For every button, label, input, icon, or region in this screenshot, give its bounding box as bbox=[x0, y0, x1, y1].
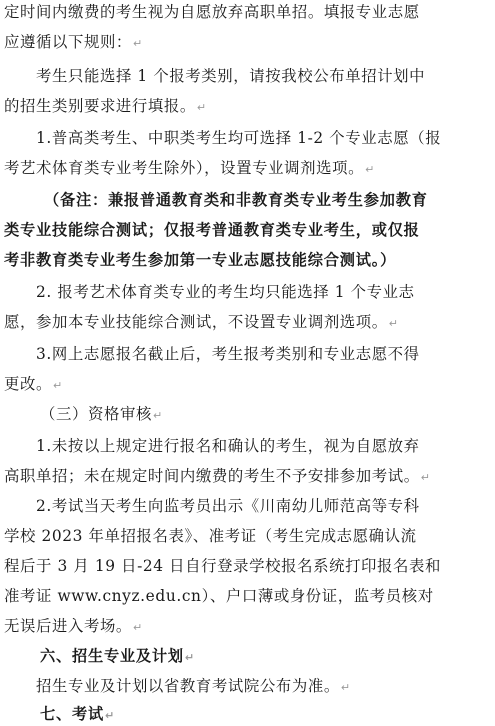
paragraph-mark-icon: ↵ bbox=[184, 651, 195, 664]
text-line: 愿，参加本专业技能综合测试，不设置专业调剂选项。↵ bbox=[4, 313, 399, 331]
text-line: 1.未按以上规定进行报名和确认的考生，视为自愿放弃 bbox=[36, 437, 420, 455]
paragraph-mark-icon: ↵ bbox=[196, 101, 207, 114]
section-heading: （三）资格审核↵ bbox=[40, 405, 163, 423]
text-line: 更改。↵ bbox=[4, 375, 63, 393]
paragraph-mark-icon: ↵ bbox=[340, 681, 351, 694]
text-line: 考艺术体育类专业考生除外），设置专业调剂选项。↵ bbox=[4, 159, 375, 177]
text-line: 1.普高类考生、中职类考生均可选择 1-2 个专业志愿（报 bbox=[36, 129, 442, 147]
text-line: 2. 报考艺术体育类专业的考生均只能选择 1 个专业志 bbox=[36, 283, 415, 301]
text-line: 高职单招；未在规定时间内缴费的考生不予安排参加考试。↵ bbox=[4, 467, 431, 485]
note-line: （备注：兼报普通教育类和非教育类专业考生参加教育 bbox=[44, 191, 428, 209]
paragraph-mark-icon: ↵ bbox=[365, 163, 375, 176]
paragraph-mark-icon: ↵ bbox=[152, 409, 163, 422]
text-line: 应遵循以下规则：↵ bbox=[4, 33, 143, 51]
paragraph-mark-icon: ↵ bbox=[104, 709, 115, 722]
paragraph-mark-icon: ↵ bbox=[388, 317, 399, 330]
text-line: 程后于 3 月 19 日-24 日自行登录学校报名系统打印报名表和 bbox=[4, 557, 442, 575]
text-line: 考生只能选择 1 个报考类别，请按我校公布单招计划中 bbox=[36, 67, 426, 85]
text-line: 3.网上志愿报名截止后，考生报考类别和专业志愿不得 bbox=[36, 345, 420, 363]
text-line: 准考证 www.cnyz.edu.cn）、户口薄或身份证，监考员核对 bbox=[4, 587, 434, 605]
text-line: 的招生类别要求进行填报。↵ bbox=[4, 97, 207, 115]
section-heading: 七、考试↵ bbox=[40, 705, 115, 723]
text-line: 无误后进入考场。↵ bbox=[4, 617, 143, 635]
text-line: 定时间内缴费的考生视为自愿放弃高职单招。填报专业志愿 bbox=[4, 3, 420, 21]
text-line: 学校 2023 年单招报名表》、准考证（考生完成志愿确认流 bbox=[4, 527, 417, 545]
text-line: 2.考试当天考生向监考员出示《川南幼儿师范高等专科 bbox=[36, 497, 420, 515]
paragraph-mark-icon: ↵ bbox=[420, 471, 431, 484]
section-heading: 六、招生专业及计划↵ bbox=[40, 647, 195, 665]
note-line: 类专业技能综合测试；仅报考普通教育类专业考生，或仅报 bbox=[4, 221, 420, 239]
paragraph-mark-icon: ↵ bbox=[52, 379, 63, 392]
paragraph-mark-icon: ↵ bbox=[132, 37, 143, 50]
text-line: 招生专业及计划以省教育考试院公布为准。↵ bbox=[36, 677, 351, 695]
note-line: 考非教育类专业考生参加第一专业志愿技能综合测试。） bbox=[4, 251, 397, 269]
paragraph-mark-icon: ↵ bbox=[132, 621, 143, 634]
